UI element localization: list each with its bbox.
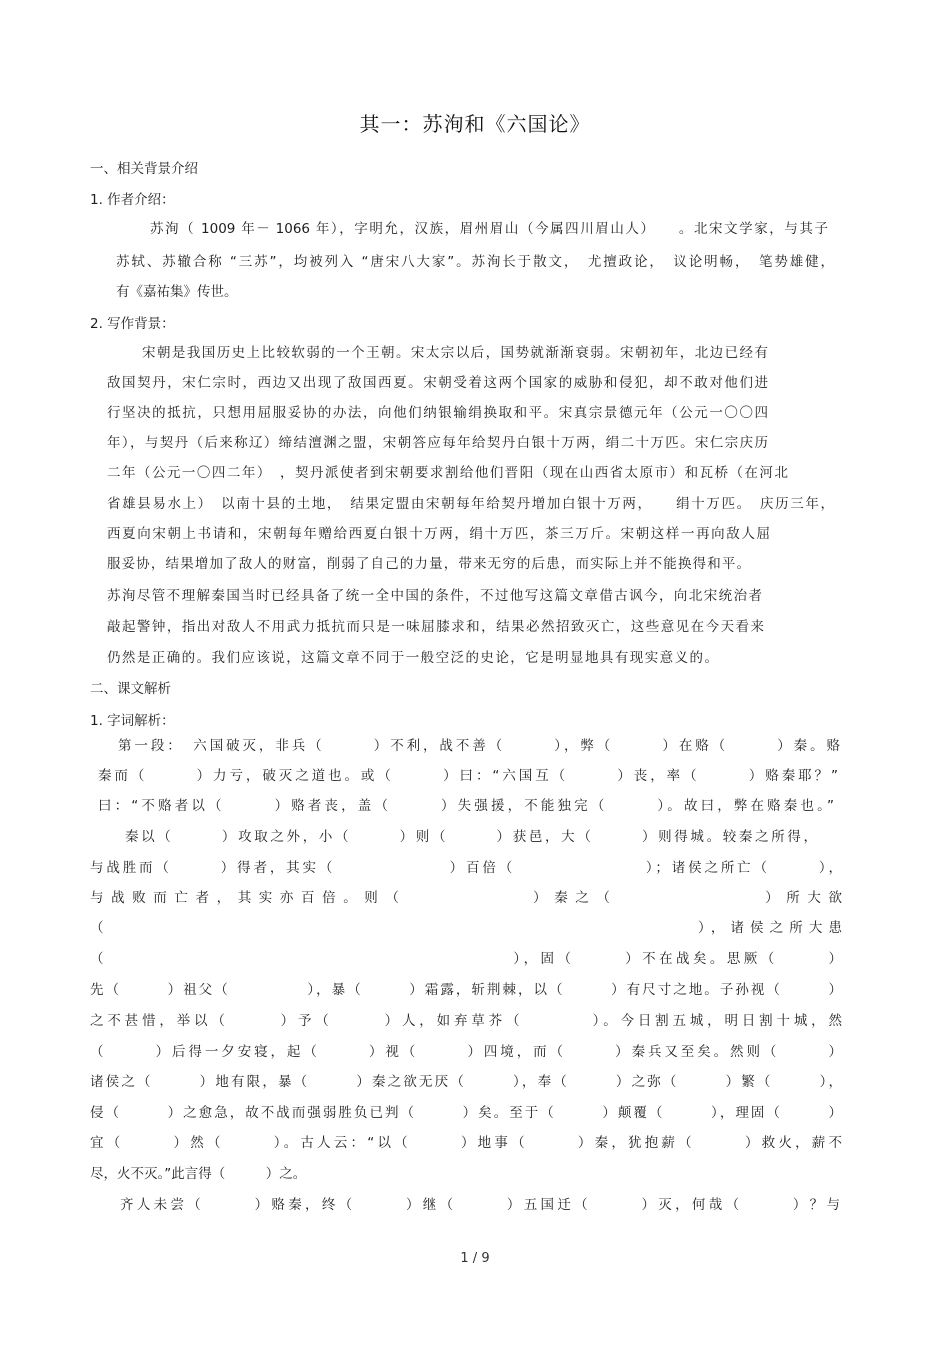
vocab-line-10: 之不甚惜，举以（ ）予（ ）人，如弃草芥（ ）。今日割五城，明日割十城，然 <box>90 1013 842 1029</box>
background-line-10: 敲起警钟，指出对敌人不用武力抵抗而只是一味屈膝求和，结果必然招致灭亡，这些意见在今天看来 <box>107 619 764 635</box>
author-line-1: 苏洵（ 1009 年－ 1066 年），字明允，汉族，眉州眉山（今属四川眉山人） 。北宋文学家，与其子 <box>150 221 828 237</box>
vocab-line-7: （ ），诸侯之所大患 <box>90 920 842 936</box>
subheading-author: 1. 作者介绍： <box>90 192 175 208</box>
vocab-line-13: 侵（ ）之愈急，故不战而强弱胜负已判（ ）矣。至于（ ）颠覆（ ），理固（ ） <box>90 1105 842 1121</box>
vocab-line-2: 秦而（ ）力亏，破灭之道也。或（ ）曰：“六国互（ ）丧，率（ ）赂秦耶？” <box>98 768 838 784</box>
vocab-line-12: 诸侯之（ ）地有限，暴（ ）秦之欲无厌（ ），奉（ ）之弥（ ）繁（ ）， <box>90 1074 842 1090</box>
author-line-3: 有《嘉祐集》传世。 <box>116 284 238 300</box>
vocab-line-4: 秦以（ ）攻取之外，小（ ）则（ ）获邑，大（ ）则得城。较秦之所得， <box>125 829 817 845</box>
vocab-line-15: 尽，火不灭。”此言得（ ）之。 <box>90 1166 307 1182</box>
document-title: 其一：苏洵和《六国论》 <box>359 112 591 136</box>
vocab-line-14: 宜（ ）然（ ）。古人云：“以（ ）地事（ ）秦，犹抱薪（ ）救火，薪不 <box>90 1135 842 1151</box>
section-heading-analysis: 二、课文解析 <box>90 681 171 697</box>
vocab-line-1: 第一段： 六国破灭，非兵（ ）不利，战不善（ ），弊（ ）在赂（ ）秦。赂 <box>118 738 840 754</box>
background-line-3: 行坚决的抵抗，只想用屈服妥协的办法，向他们纳银输绢换取和平。宋真宗景德元年（公元一〇〇四 <box>107 405 768 421</box>
vocab-line-6: 与战败而亡者，其实亦百倍。则（ ）秦之（ ）所大欲 <box>90 890 842 906</box>
background-line-9: 苏洵尽管不理解秦国当时已经具备了统一全中国的条件，不过他写这篇文章借古讽今，向北宋统治者 <box>107 588 762 604</box>
vocab-line-8: （ ），固（ ）不在战矣。思厥（ ） <box>90 951 842 967</box>
background-line-6: 省雄县易水上） 以南十县的土地， 结果定盟由宋朝每年给契丹增加白银十万两， 绢十万匹。 庆历三年， <box>107 496 834 512</box>
background-line-8: 服妥协，结果增加了敌人的财富，削弱了自己的力量，带来无穷的后患，而实际上并不能换得和平。 <box>107 556 750 572</box>
vocab-line-11: （ ）后得一夕安寝，起（ ）视（ ）四境，而（ ）秦兵又至矣。然则（ ） <box>90 1044 842 1060</box>
background-line-2: 敌国契丹，宋仁宗时，西边又出现了敌国西夏。宋朝受着这两个国家的威胁和侵犯，却不敢对他们进 <box>107 375 768 391</box>
background-line-4: 年），与契丹（后来称辽）缔结澶渊之盟，宋朝答应每年给契丹白银十万两，绢二十万匹。宋仁宗庆历 <box>107 435 768 451</box>
subheading-vocab: 1. 字词解析： <box>90 713 175 729</box>
background-line-7: 西夏向宋朝上书请和，宋朝每年赠给西夏白银十万两，绢十万匹，茶三万斤。宋朝这样一再向敌人屈 <box>107 526 770 542</box>
background-line-1: 宋朝是我国历史上比较软弱的一个王朝。宋太宗以后，国势就渐渐衰弱。宋朝初年，北边已经有 <box>142 345 768 361</box>
vocab-line-3: 曰：“不赂者以（ ）赂者丧，盖（ ）失强援，不能独完（ ）。故曰，弊在赂秦也。” <box>98 798 834 814</box>
vocab-line-16: 齐人未尝（ ）赂秦，终（ ）继（ ）五国迁（ ）灭，何哉（ ）？与 <box>120 1197 840 1213</box>
background-line-11: 仍然是正确的。我们应该说，这篇文章不同于一般空泛的史论，它是明显地具有现实意义的。 <box>107 650 718 666</box>
background-line-5: 二年（公元一〇四二年） ，契丹派使者到宋朝要求割给他们晋阳（现在山西省太原市）和瓦桥（在河北 <box>107 465 788 481</box>
vocab-line-9: 先（ ）祖父（ ），暴（ ）霜露，斩荆棘，以（ ）有尺寸之地。子孙视（ ） <box>90 982 842 998</box>
section-heading-background: 一、相关背景介绍 <box>90 161 198 177</box>
subheading-background: 2. 写作背景： <box>90 316 175 332</box>
author-line-2: 苏轼、苏辙合称 “三苏”，均被列入 “唐宋八大家”。苏洵长于散文， 尤擅政论， 议论明畅， 笔势雄健， <box>116 254 834 270</box>
vocab-line-5: 与战胜而（ ）得者，其实（ ）百倍（ ）；诸侯之所亡（ ）， <box>90 860 842 876</box>
page-number: 1 / 9 <box>460 1251 490 1266</box>
